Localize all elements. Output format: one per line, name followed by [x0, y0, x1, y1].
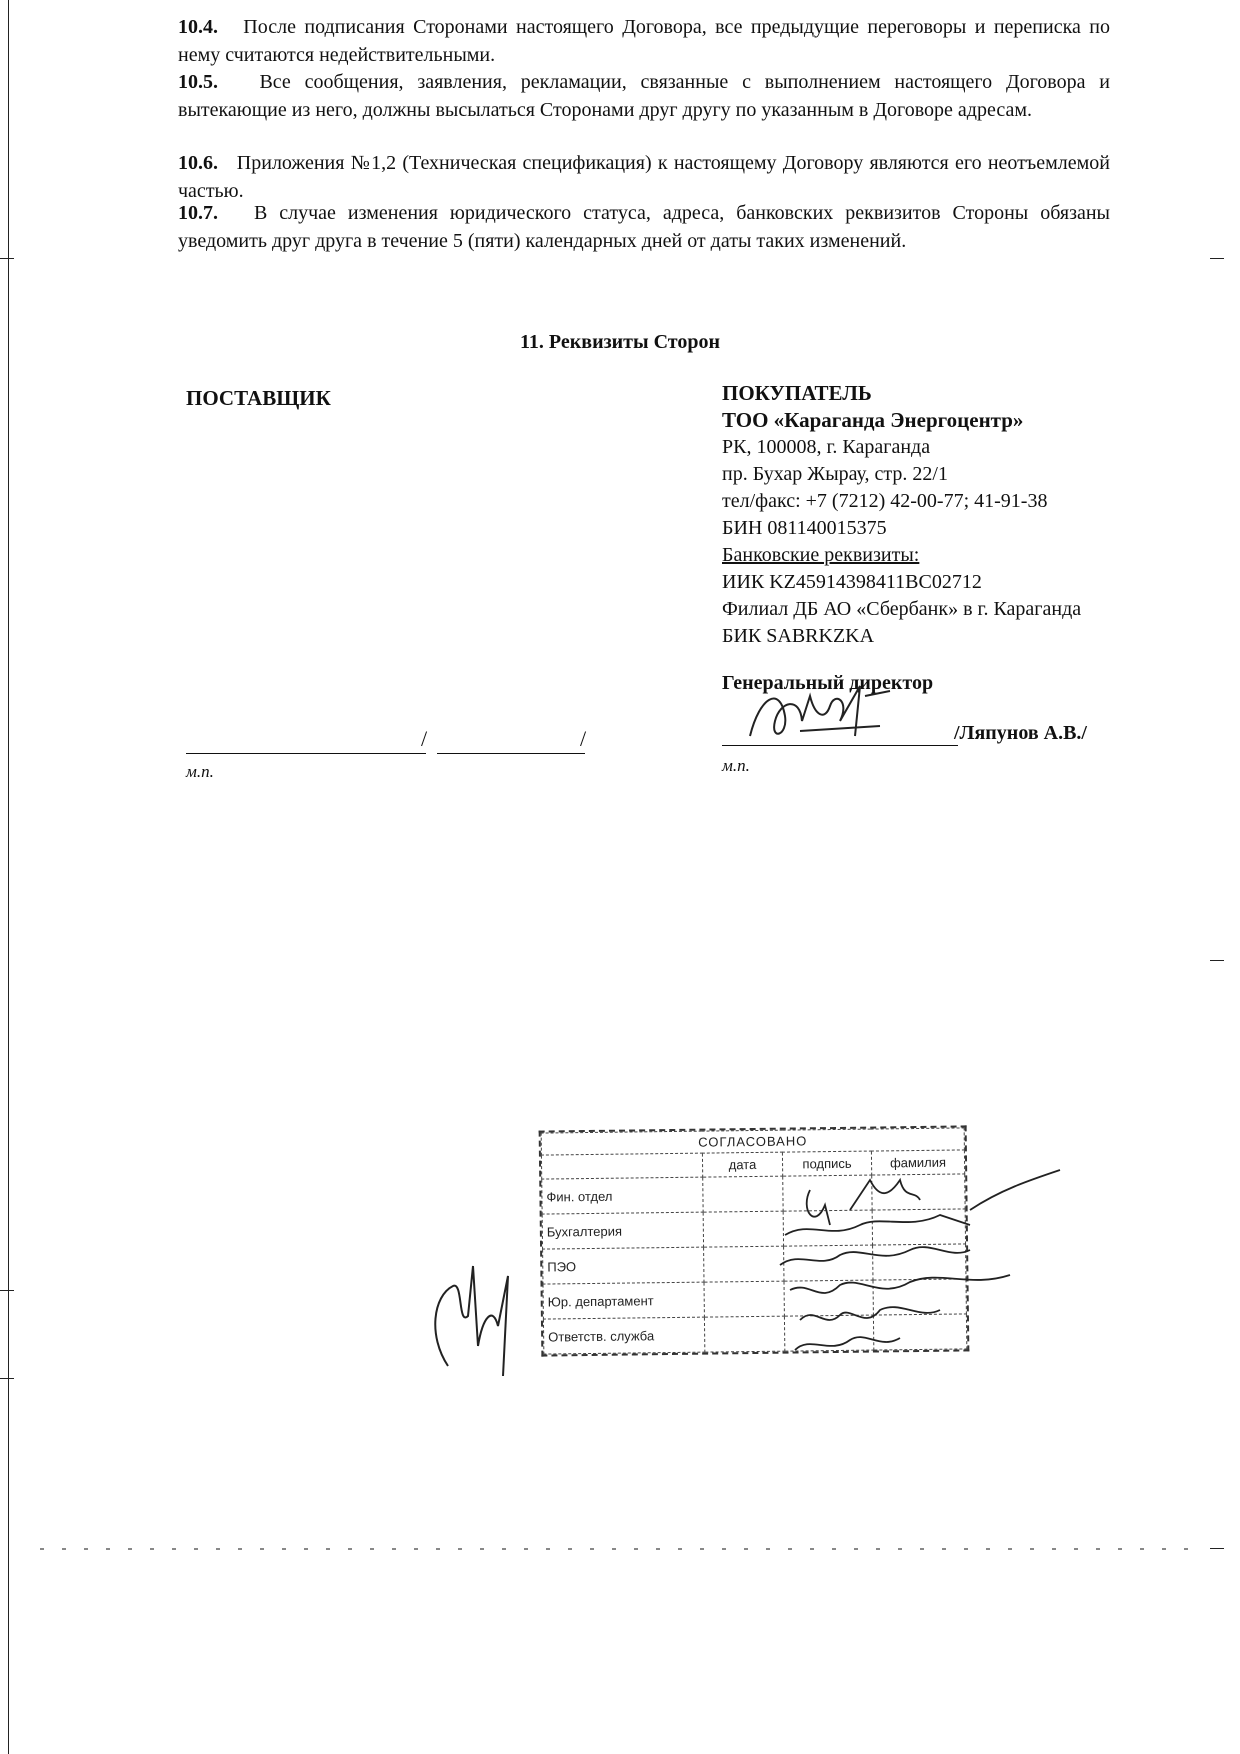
clause-number: 10.7. — [178, 202, 218, 224]
approval-row-label: ПЭО — [543, 1247, 704, 1284]
supplier-signature-line — [186, 753, 426, 754]
clause-number: 10.5. — [178, 71, 218, 93]
buyer-address-line: РК, 100008, г. Караганда — [722, 436, 931, 458]
clause-text: После подписания Сторонами настоящего Договора, все предыдущие переговоры и переписка по нему считаются недействительными. — [178, 16, 1111, 66]
buyer-bik: БИК SABRKZKA — [722, 625, 875, 647]
scan-mark — [1210, 960, 1224, 961]
signature-separator: / — [580, 726, 587, 751]
buyer-phone: тел/факс: +7 (7212) 42-00-77; 41-91-38 — [722, 490, 1048, 512]
buyer-heading: ПОКУПАТЕЛЬ — [722, 381, 872, 405]
supplier-heading: ПОСТАВЩИК — [186, 386, 331, 410]
clause-number: 10.4. — [178, 16, 218, 38]
approval-column-header: фамилия — [871, 1150, 964, 1175]
director-title: Генеральный директор — [722, 672, 934, 694]
scan-edge-line — [8, 0, 9, 1754]
scan-mark — [1210, 258, 1224, 259]
clause-text: Приложения №1,2 (Техническая спецификация) к настоящему Договору являются его неотъемлемой частью. — [178, 152, 1111, 202]
buyer-address-line: пр. Бухар Жырау, стр. 22/1 — [722, 463, 948, 485]
buyer-stamp-place: м.п. — [722, 756, 750, 775]
director-name: /Ляпунов А.В./ — [954, 722, 1087, 744]
clause-number: 10.6. — [178, 152, 218, 174]
approval-row-label: Бухгалтерия — [542, 1212, 703, 1249]
approval-title: СОГЛАСОВАНО — [541, 1128, 964, 1155]
clause-10-7 — [178, 200, 1110, 255]
signature-separator: / — [421, 726, 428, 751]
scan-mark — [0, 1290, 14, 1291]
approval-row-label: Фин. отдел — [542, 1177, 703, 1214]
clause-text: В случае изменения юридического статуса, адреса, банковских реквизитов Стороны обязаны уведомить друг друга в течение 5 (пяти) календарных дней от даты таких изменений. — [178, 202, 1110, 252]
buyer-iik: ИИК KZ45914398411BC02712 — [722, 571, 982, 593]
scan-mark — [0, 1378, 14, 1379]
scan-dotted-line — [40, 1548, 1200, 1550]
buyer-bank-heading: Банковские реквизиты: — [722, 544, 920, 566]
approval-column-header: дата — [702, 1152, 783, 1177]
buyer-bank-branch: Филиал ДБ АО «Сбербанк» в г. Караганда — [722, 598, 1082, 620]
approval-column-header: подпись — [783, 1151, 872, 1176]
buyer-company: ТОО «Караганда Энергоцентр» — [722, 408, 1024, 432]
clause-10-5 — [178, 69, 1110, 124]
approval-column-header — [541, 1153, 702, 1179]
clause-text: Все сообщения, заявления, рекламации, связанные с выполнением настоящего Договора и вытекающие из него, должны высылаться Сторонами друг другу по указанным в Договоре адресам. — [178, 71, 1110, 121]
approval-row-label: Ответств. служба — [543, 1317, 704, 1354]
approval-row-label: Юр. департамент — [543, 1282, 704, 1319]
supplier-stamp-place: м.п. — [186, 762, 214, 781]
standalone-signature-icon — [418, 1256, 518, 1386]
buyer-details — [722, 380, 1081, 650]
clause-10-6 — [178, 150, 1110, 205]
section-title: 11. Реквизиты Сторон — [520, 331, 720, 353]
scan-mark — [0, 258, 14, 259]
scan-mark — [1210, 1548, 1224, 1549]
director-signature-icon — [740, 676, 920, 756]
clause-10-4 — [178, 14, 1110, 69]
buyer-bin: БИН 081140015375 — [722, 517, 887, 539]
approval-signatures-icon — [770, 1170, 1070, 1370]
supplier-name-line — [437, 753, 585, 754]
